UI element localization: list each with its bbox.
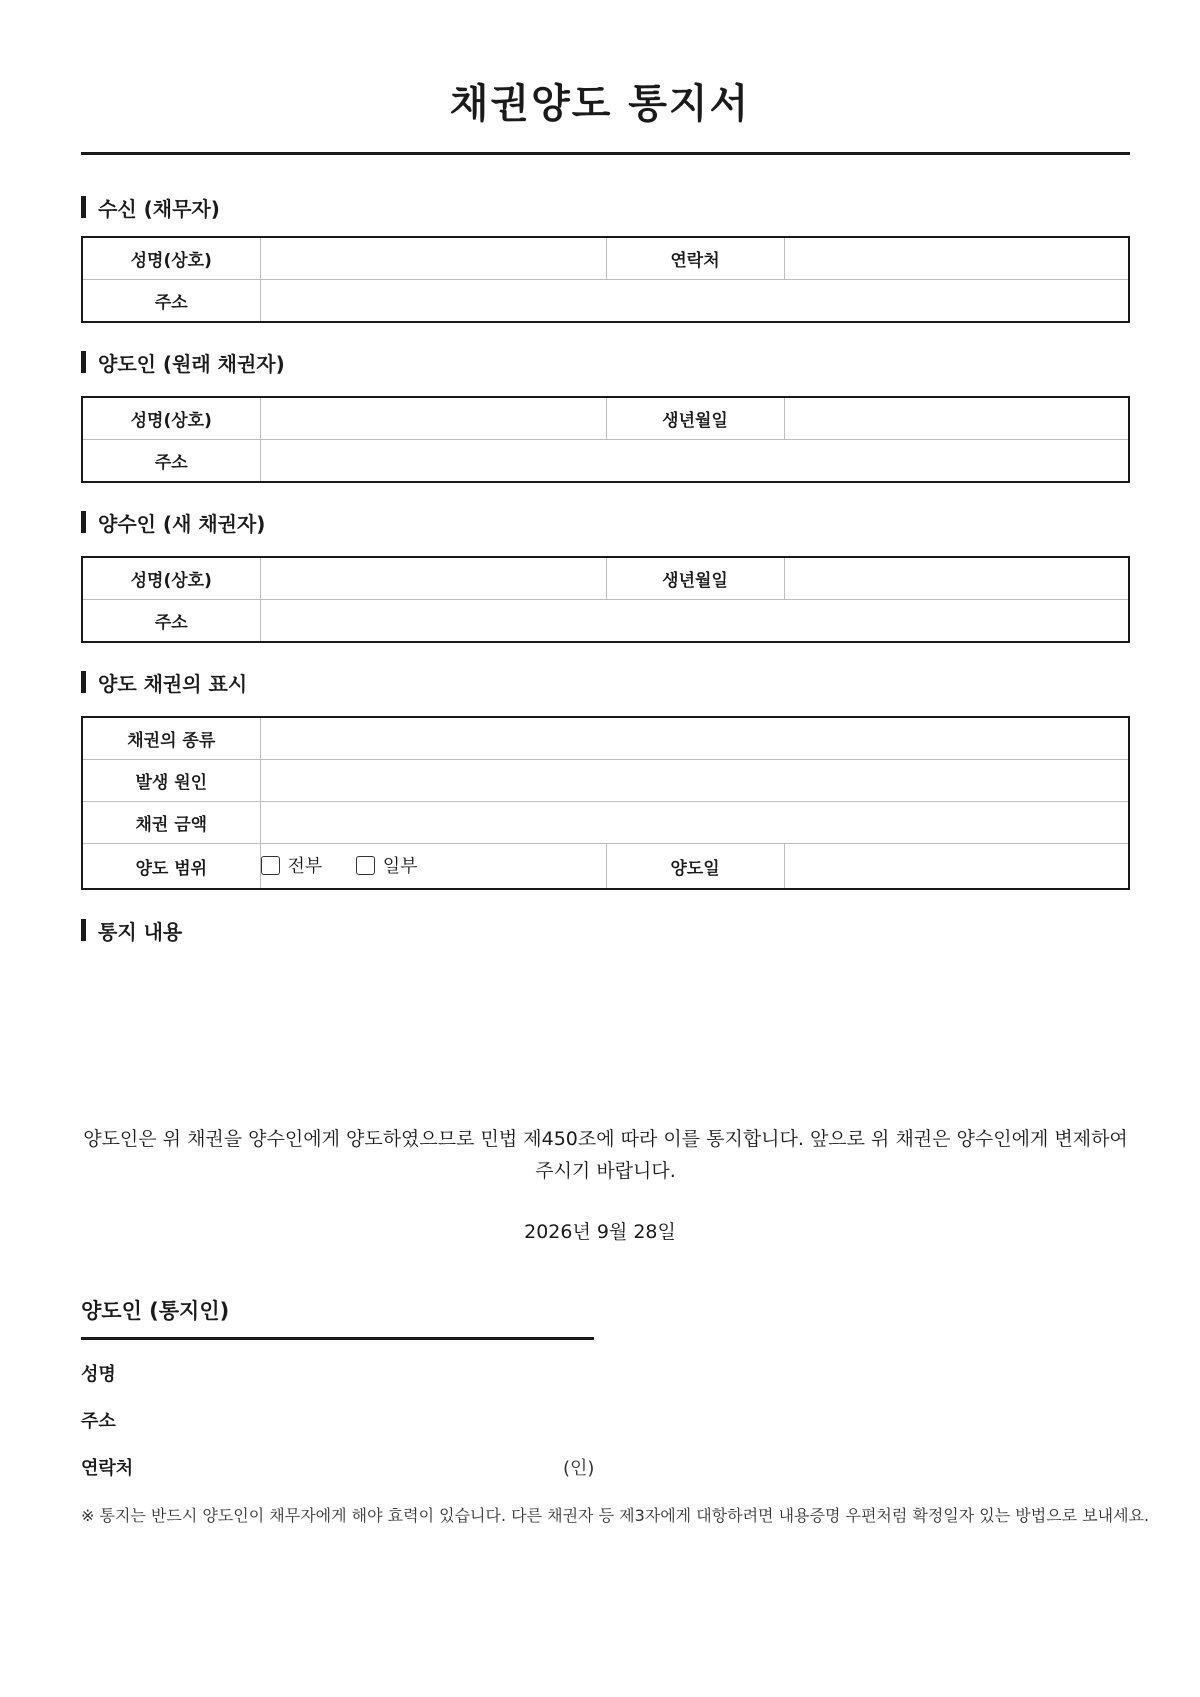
recipient-address-field[interactable]: [260, 280, 1129, 323]
recipient-address-label: 주소: [82, 280, 260, 323]
section-marker: [81, 919, 86, 941]
assignor-birth-field[interactable]: [784, 397, 1129, 440]
recipient-table: [81, 236, 1130, 323]
table-row: [82, 717, 1129, 760]
section-heading-recipient: [81, 194, 220, 220]
notice-content: 양도인은 위 채권을 양수인에게 양도하였으므로 민법 제450조에 따라 이를 통지합니다. 앞으로 위 채권은 양수인에게 변제하여 주시기 바랍니다.: [83, 1128, 1128, 1182]
signature-contact-label: 연락처: [81, 1458, 134, 1479]
section-marker: [81, 671, 86, 693]
section-heading-assignee: [81, 509, 265, 535]
claim-scope-options: [260, 844, 606, 890]
table-row: [82, 557, 1129, 600]
footnote: ※ 통지는 반드시 양도인이 채무자에게 해야 효력이 있습니다. 다른 채권자 등 제3자에게 대항하려면 내용증명 우편처럼 확정일자 있는 방법으로 보내세요.: [81, 1506, 1150, 1525]
claim-scope-label: 양도 범위: [82, 844, 260, 890]
scope-partial-checkbox[interactable]: [356, 852, 418, 878]
assignor-name-label: 성명(상호): [82, 397, 260, 440]
recipient-contact-label: 연락처: [606, 237, 784, 280]
signature-address-label: 주소: [81, 1411, 116, 1432]
assignor-table: [81, 396, 1130, 483]
scope-all-label: 전부: [287, 856, 323, 878]
assignee-name-field[interactable]: [260, 557, 606, 600]
signature-name-label: 성명: [81, 1364, 116, 1385]
table-row: [82, 440, 1129, 483]
checkbox-box[interactable]: [356, 856, 375, 875]
assignor-address-field[interactable]: [260, 440, 1129, 483]
section-heading-text: 수신 (채무자): [98, 196, 220, 221]
recipient-name-label: 성명(상호): [82, 237, 260, 280]
claim-date-field[interactable]: [784, 844, 1129, 890]
scope-partial-label: 일부: [382, 856, 418, 878]
assignee-address-label: 주소: [82, 600, 260, 643]
scope-all-checkbox[interactable]: [261, 852, 323, 878]
claim-origin-field[interactable]: [260, 760, 1129, 802]
table-row: [82, 844, 1129, 890]
section-heading-text: 양도인 (원래 채권자): [98, 351, 285, 376]
document-title: 채권양도 통지서: [449, 81, 751, 127]
seal-mark: (인): [563, 1458, 595, 1479]
table-row: [82, 802, 1129, 844]
claim-origin-label: 발생 원인: [82, 760, 260, 802]
table-row: [82, 397, 1129, 440]
assignee-address-field[interactable]: [260, 600, 1129, 643]
section-heading-notice: [81, 917, 182, 943]
notice-date: 2026년 9월 28일: [524, 1221, 676, 1243]
recipient-name-field[interactable]: [260, 237, 606, 280]
assignor-address-label: 주소: [82, 440, 260, 483]
assignee-birth-field[interactable]: [784, 557, 1129, 600]
claim-date-label: 양도일: [606, 844, 784, 890]
claim-amount-label: 채권 금액: [82, 802, 260, 844]
section-heading-text: 양수인 (새 채권자): [98, 511, 266, 536]
claim-type-field[interactable]: [260, 717, 1129, 760]
assignor-name-field[interactable]: [260, 397, 606, 440]
claim-amount-field[interactable]: [260, 802, 1129, 844]
section-marker: [81, 351, 86, 373]
signature-divider: [81, 1337, 594, 1340]
assignee-birth-label: 생년월일: [606, 557, 784, 600]
assignee-name-label: 성명(상호): [82, 557, 260, 600]
section-heading-assignor: [81, 349, 285, 375]
section-heading-text: 통지 내용: [98, 919, 183, 944]
title-divider: [81, 152, 1130, 155]
assignee-table: [81, 556, 1130, 643]
table-row: [82, 280, 1129, 323]
signature-heading: 양도인 (통지인): [81, 1299, 230, 1323]
assignor-birth-label: 생년월일: [606, 397, 784, 440]
table-row: [82, 237, 1129, 280]
section-marker: [81, 196, 86, 218]
section-heading-text: 양도 채권의 표시: [98, 671, 248, 696]
table-row: [82, 760, 1129, 802]
table-row: [82, 600, 1129, 643]
claim-type-label: 채권의 종류: [82, 717, 260, 760]
section-heading-claim: [81, 669, 247, 695]
recipient-contact-field[interactable]: [784, 237, 1129, 280]
checkbox-box[interactable]: [261, 856, 280, 875]
claim-table: [81, 716, 1130, 890]
section-marker: [81, 511, 86, 533]
